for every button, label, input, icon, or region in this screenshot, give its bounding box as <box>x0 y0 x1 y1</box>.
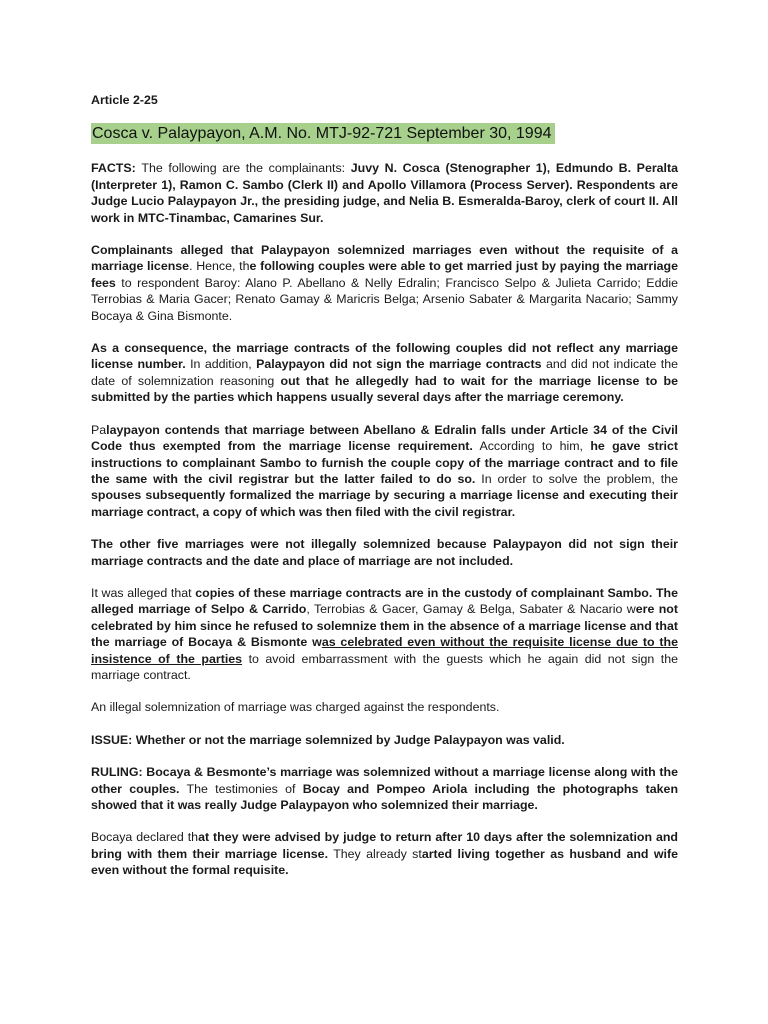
text-run: laypayon contends that marriage between Abellano & Edralin falls under Article 34 of the Civil Code thus exempted from the marriage license requirement. <box>91 422 678 454</box>
text-run: copies of these marriage contracts are in the custody of complainant Sambo. The alleged marriage of Selpo & Carrido <box>91 585 678 617</box>
text-run: Complainants alleged that Palaypayon solemnized marriages even without the requisite of a marriage license <box>91 243 678 274</box>
text-run: as celebrated even without the requisite license due to the insistence of the parties <box>91 635 678 666</box>
text-run: According to him, <box>472 439 591 454</box>
paragraph-charge <box>91 699 678 715</box>
article-label: Article 2-25 <box>91 93 158 107</box>
text-run: to respondent Baroy: Alano P. Abellano & Nelly Edralin; Francisco Selpo & Julieta Carrido; Eddie Terrobias & Maria Gacer; Renato Gamay & Maricris Belga; Arsenio Sabater & Margarita Nacario; Sammy Bocaya & Gina Bismonte. <box>91 275 678 323</box>
paragraph-allegation <box>91 242 678 324</box>
text-run: ere not celebrated by him since he refused to solemnize them in the absence of a marriage license and that the marriage of Bocaya & Bismonte w <box>91 602 678 650</box>
text-run: As a consequence, the marriage contracts of the following couples did not reflect any marriage license number. <box>91 341 678 372</box>
text-run: It was alleged that <box>91 585 196 600</box>
text-run: and did not indicate the date of solemnization reasoning <box>91 357 679 388</box>
document-body <box>91 160 678 878</box>
paragraph-consequence <box>91 340 678 406</box>
paragraph-ruling <box>91 764 678 813</box>
text-run: spouses subsequently formalized the marriage by securing a marriage license and executing their marriage contract, a copy of which was then filed with the civil registrar. <box>91 488 678 519</box>
text-run: to avoid embarrassment with the guests which he again did not sign the marriage contract. <box>91 651 678 682</box>
text-run: Bocaya declared th <box>91 830 199 845</box>
document-page <box>91 92 678 895</box>
paragraph-bocaya <box>91 829 678 878</box>
text-run: RULING: Bocaya & Besmonte’s marriage was solemnized without a marriage license along with the other couples. <box>91 765 678 796</box>
text-run: , Terrobias & Gacer, Gamay & Belga, Sabater & Nacario w <box>306 602 636 617</box>
text-run: Bocay and Pompeo Ariola including the photographs taken showed that it was really Judge Palaypayon who solemnized their marriage. <box>91 781 679 812</box>
paragraph-five-marriages <box>91 536 678 569</box>
case-title: Cosca v. Palaypayon, A.M. No. MTJ-92-721 September 30, 1994 <box>91 123 555 144</box>
text-run: In addition, <box>185 357 257 372</box>
text-run: he gave strict instructions to complainant Sambo to furnish the couple copy of the marriage contract and to file the same with the civil registrar but the latter failed to do so. <box>91 439 678 486</box>
text-run: They already st <box>328 846 422 861</box>
text-run: out that he allegedly had to wait for the marriage license to be submitted by the parties which happens usually several days after the marriage ceremony. <box>91 373 678 405</box>
text-run: Palaypayon did not sign the marriage contracts <box>256 357 542 372</box>
text-run: The other five marriages were not illegally solemnized because Palaypayon did not sign their marriage contracts and the date and place of marriage are not included. <box>91 537 678 568</box>
text-run: FACTS: <box>91 161 142 176</box>
text-run: at they were advised by judge to return after 10 days after the solemnization and bring with them their marriage license. <box>91 830 678 861</box>
text-run: In order to solve the problem, the <box>475 471 678 486</box>
paragraph-custody <box>91 585 678 683</box>
text-run: ISSUE: Whether or not the marriage solemnized by Judge Palaypayon was valid. <box>91 732 565 747</box>
text-run: The following are the complainants: <box>141 161 351 176</box>
text-run: Juvy N. Cosca (Stenographer 1), Edmundo B. Peralta (Interpreter 1), Ramon C. Sambo (Clerk II) and Apollo Villamora (Process Server). Respondents are Judge Lucio Palaypayon Jr., the presiding judge, and Nelia B. Esmeralda-Baroy, clerk of court II. All work in MTC-Tinambac, Camarines Sur. <box>91 161 679 225</box>
paragraph-contention <box>91 422 678 520</box>
text-run: arted living together as husband and wife even without the formal requisite. <box>91 846 678 878</box>
paragraph-facts <box>91 160 678 226</box>
paragraph-issue <box>91 732 678 748</box>
text-run: An illegal solemnization of marriage was charged against the respondents. <box>91 700 500 715</box>
text-run: e following couples were able to get married just by paying the marriage fees <box>91 259 678 290</box>
text-run: The testimonies of <box>179 781 303 796</box>
text-run: Pa <box>91 422 107 437</box>
text-run: . Hence, th <box>189 259 250 274</box>
